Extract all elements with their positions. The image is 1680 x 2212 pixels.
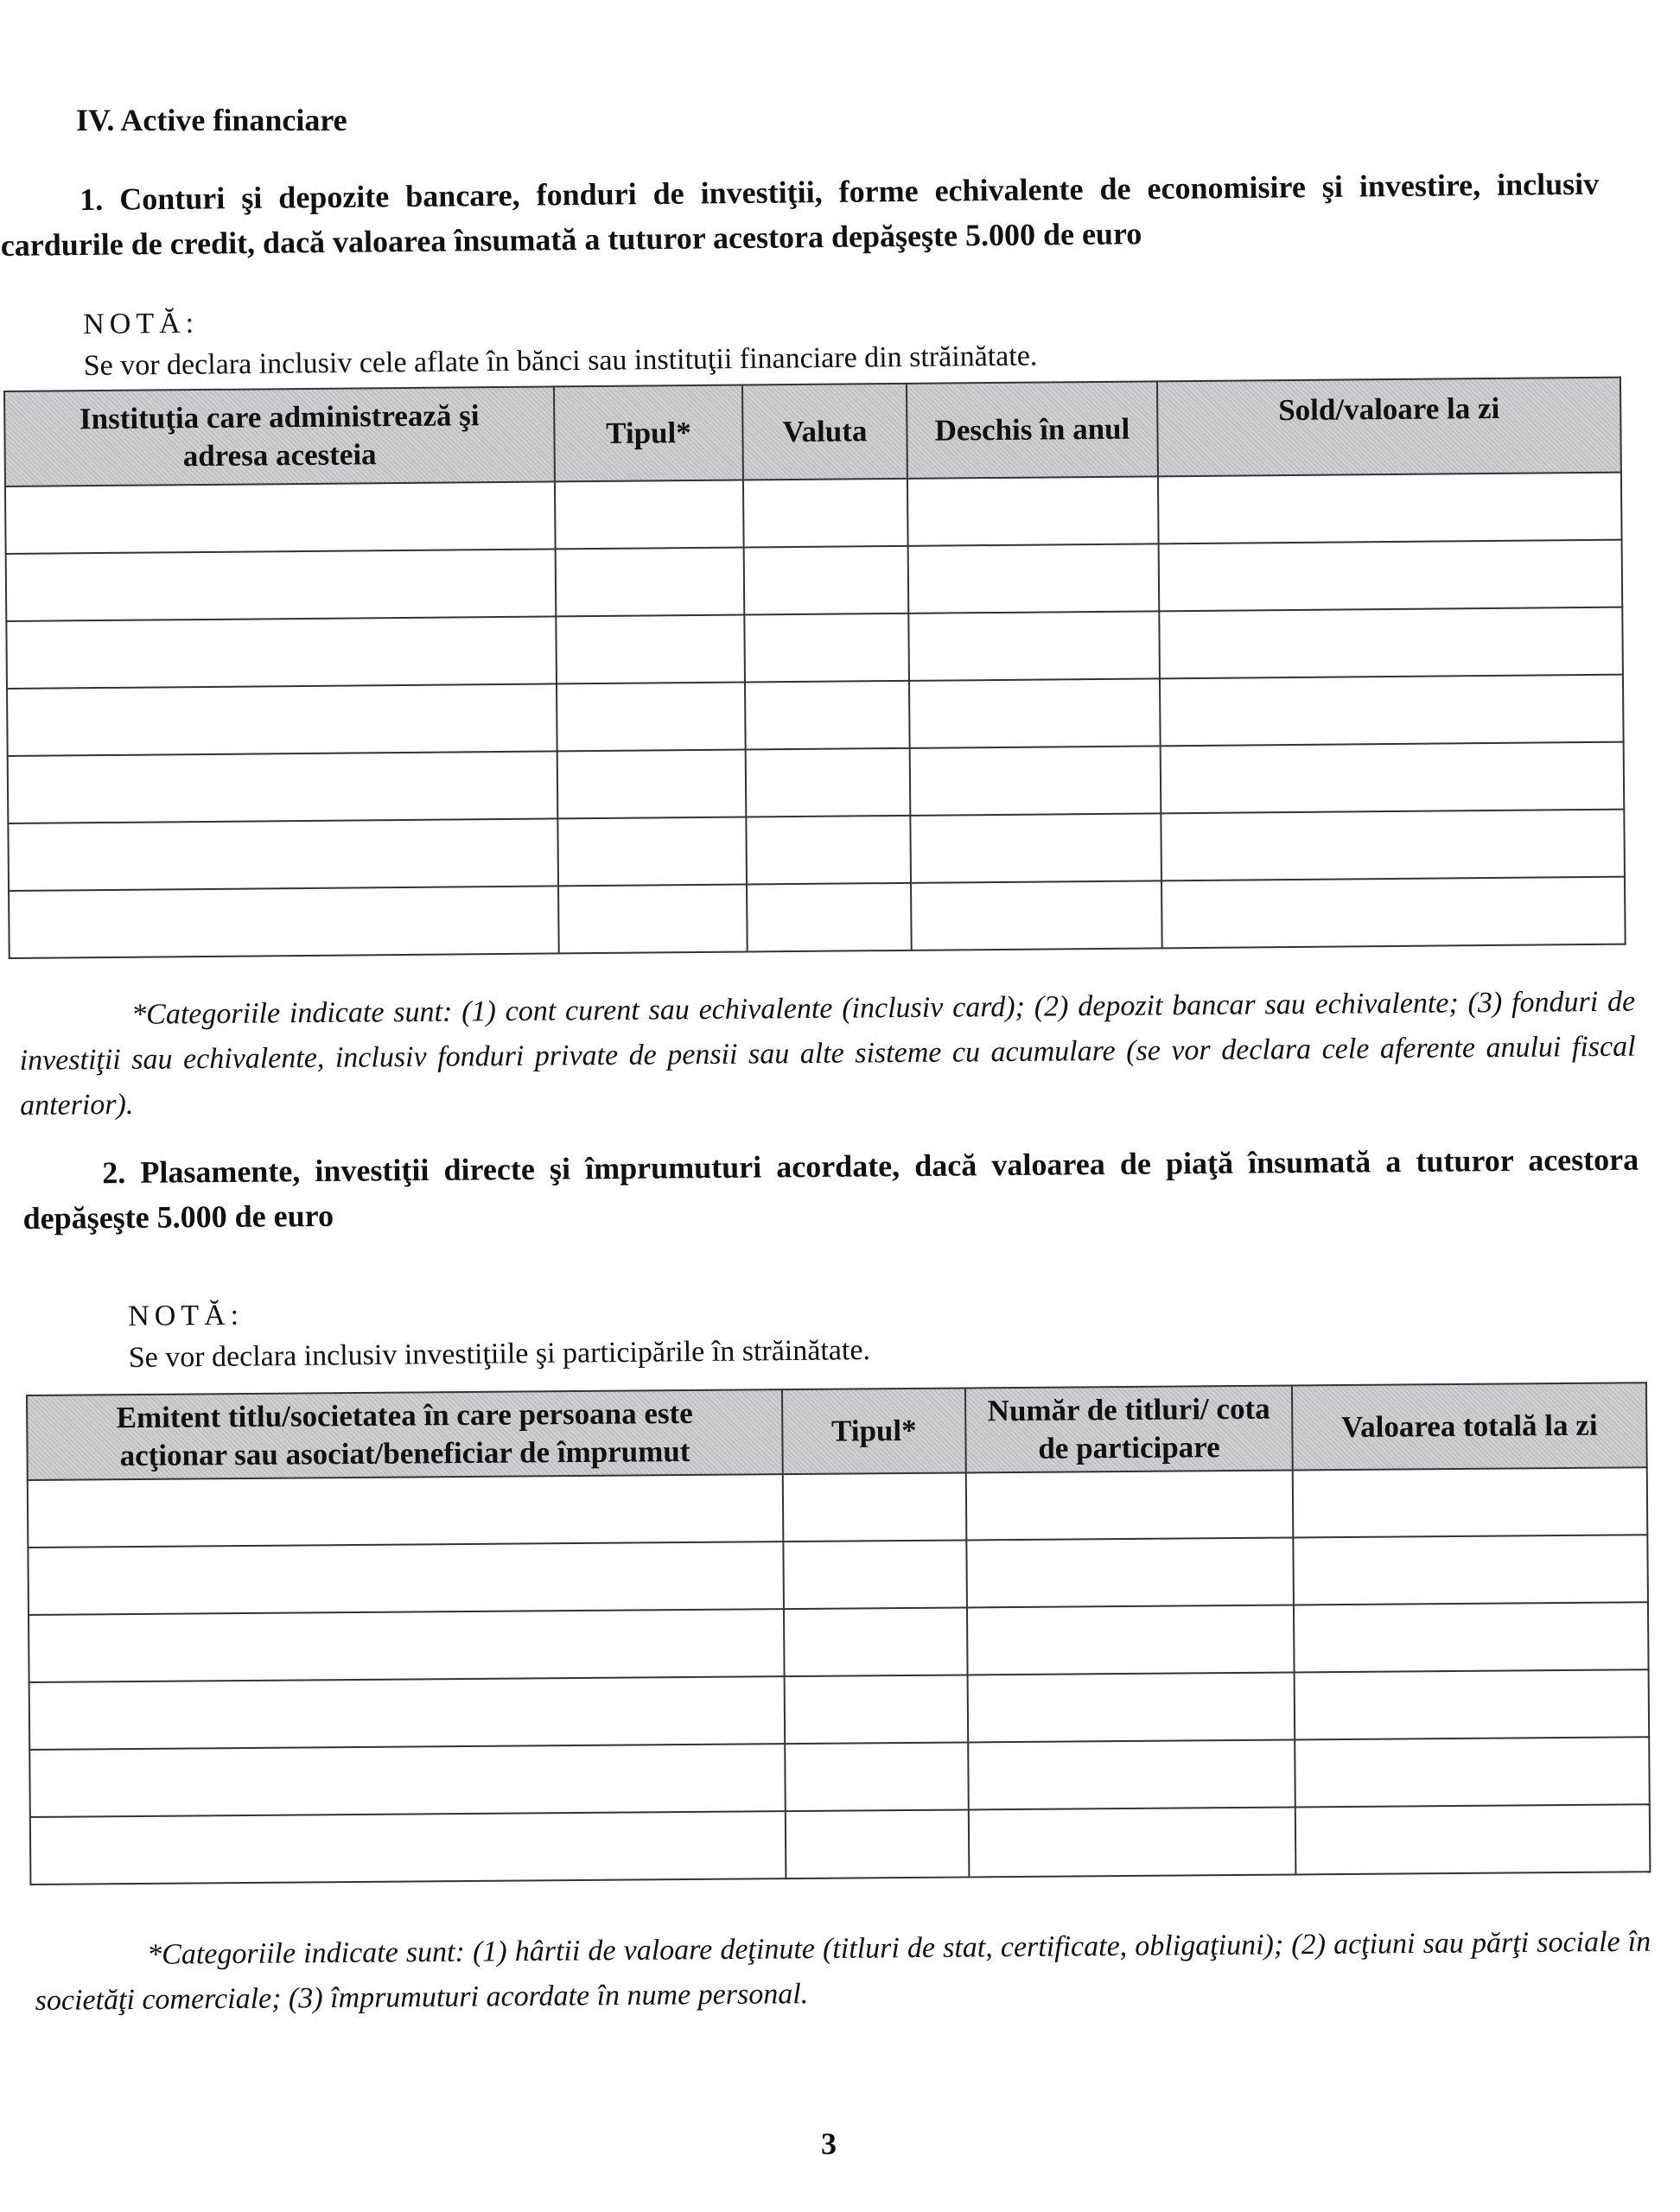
table-row [30,1804,1651,1885]
table-cell[interactable] [29,1609,785,1682]
section1-note-text: Se vor declara inclusiv cele aflate în bănci sau instituţii financiare din străinătate. [83,340,1038,382]
table-cell[interactable] [556,548,745,617]
table-row [29,1669,1650,1750]
col-opened-year: Deschis în anul [907,381,1158,479]
table-cell[interactable] [785,1742,969,1811]
section2-footnote-text: *Categoriile indicate sunt: (1) hârtii de valoare deţinute (titluri de stat, certificate, obligaţiuni); (2) acţiuni sau părţi sociale în societăţi comerciale; (3) împrumuturi acordate în nume personal. [35,1925,1651,2017]
table-cell[interactable] [29,1744,786,1817]
section1-note-label: NOTĂ: [83,307,200,340]
section2-heading-text: 2. Plasamente, investiţii directe şi împrumuturi acordate, dacă valoarea de piaţă însumată a tuturor acestora depăşeşte 5.000 de euro [22,1141,1639,1236]
section1-note [83,294,1038,387]
table-cell[interactable] [966,1537,1294,1607]
table-cell[interactable] [967,1605,1295,1675]
table-cell[interactable] [557,817,747,887]
section2-note [128,1288,870,1379]
section1-heading [0,162,1600,268]
table-row [29,1737,1650,1817]
col-currency: Valuta [742,384,907,480]
table-cell[interactable] [783,1540,967,1609]
table-cell[interactable] [1161,742,1625,814]
table-cell[interactable] [908,543,1160,613]
col-type: Tipul* [782,1388,966,1474]
table-row [28,1535,1648,1615]
section1-footnote-text: *Categoriile indicate sunt: (1) cont curent sau echivalente (inclusiv card); (2) depozit bancar sau echivalente; (3) fonduri de investiţii sau echivalente, inclusiv fonduri private de pensii sau alte sisteme cu acumulare (se vor declara cele aferente anului fiscal anterior). [19,985,1636,1122]
table-cell[interactable] [30,1811,786,1885]
section2-footnote [35,1920,1651,2024]
table-header-row [27,1382,1647,1480]
table-cell[interactable] [968,1739,1295,1809]
table-cell[interactable] [8,818,558,891]
bank-accounts-table [3,377,1626,959]
table-cell[interactable] [1160,675,1624,747]
table-cell[interactable] [558,885,748,954]
table-cell[interactable] [911,880,1162,950]
page-number: 3 [821,2126,837,2161]
table-cell[interactable] [743,479,908,548]
table-cell[interactable] [1294,1602,1649,1672]
table-cell[interactable] [909,678,1161,748]
table-cell[interactable] [556,615,745,684]
table-cell[interactable] [5,481,556,554]
table-cell[interactable] [9,886,559,958]
table-cell[interactable] [1293,1535,1648,1605]
table-cell[interactable] [910,813,1161,883]
table-cell[interactable] [907,476,1159,546]
table-cell[interactable] [8,751,558,823]
table-row [28,1467,1648,1548]
table-row [29,1602,1649,1682]
col-total-value: Valoarea totală la zi [1292,1382,1647,1470]
table-cell[interactable] [28,1541,784,1615]
table-cell[interactable] [1161,877,1626,949]
section2-heading [22,1137,1639,1241]
table-header-row [4,378,1621,486]
table-cell[interactable] [6,616,557,689]
table-cell[interactable] [785,1675,969,1744]
col-shares-count: Număr de titluri/ cota de participare [965,1385,1293,1472]
table-cell[interactable] [969,1807,1296,1877]
table-cell[interactable] [745,681,910,750]
table-cell[interactable] [1161,810,1625,881]
col-balance: Sold/valoare la zi [1157,378,1621,477]
section-title: IV. Active financiare [76,103,347,137]
section1-footnote [19,980,1636,1128]
table-cell[interactable] [908,611,1160,681]
table-cell[interactable] [555,480,744,550]
table-cell[interactable] [1293,1467,1648,1537]
table-cell[interactable] [783,1472,967,1541]
table-cell[interactable] [747,883,912,952]
section1-heading-text: 1. Conturi şi depozite bancare, fonduri de investiţii, forme echivalente de economisire şi investire, inclusiv cardurile de credit, dacă valoarea însumată a tuturor acestora depăşeşte 5.000 de euro [0,166,1600,263]
table-cell[interactable] [557,683,746,752]
table-cell[interactable] [746,816,911,885]
col-type: Tipul* [554,385,743,482]
table-cell[interactable] [557,750,747,819]
table-cell[interactable] [966,1470,1294,1540]
table-cell[interactable] [28,1474,784,1548]
table-cell[interactable] [1295,1737,1650,1807]
table-cell[interactable] [784,1607,968,1676]
table-cell[interactable] [744,546,909,615]
table-row [9,877,1626,958]
col-issuer: Emitent titlu/societatea în care persoana este acţionar sau asociat/beneficiar de împrumut [27,1389,783,1480]
table-cell[interactable] [746,748,911,817]
table-cell[interactable] [744,613,909,683]
section2-note-text: Se vor declara inclusiv investiţiile şi participările în străinătate. [128,1334,871,1374]
table-cell[interactable] [1159,607,1623,679]
table-cell[interactable] [1158,473,1622,544]
investments-table [26,1382,1651,1885]
table-cell[interactable] [29,1676,786,1750]
table-cell[interactable] [1295,1669,1650,1739]
table-cell[interactable] [1159,540,1623,612]
table-cell[interactable] [910,746,1161,816]
table-cell[interactable] [786,1809,970,1878]
table-cell[interactable] [6,549,557,621]
table-cell[interactable] [7,683,557,756]
table-cell[interactable] [968,1672,1295,1742]
table-cell[interactable] [1295,1804,1651,1874]
section2-note-label: NOTĂ: [128,1299,245,1332]
col-institution: Instituţia care administrează şi adresa acesteia [4,386,555,486]
